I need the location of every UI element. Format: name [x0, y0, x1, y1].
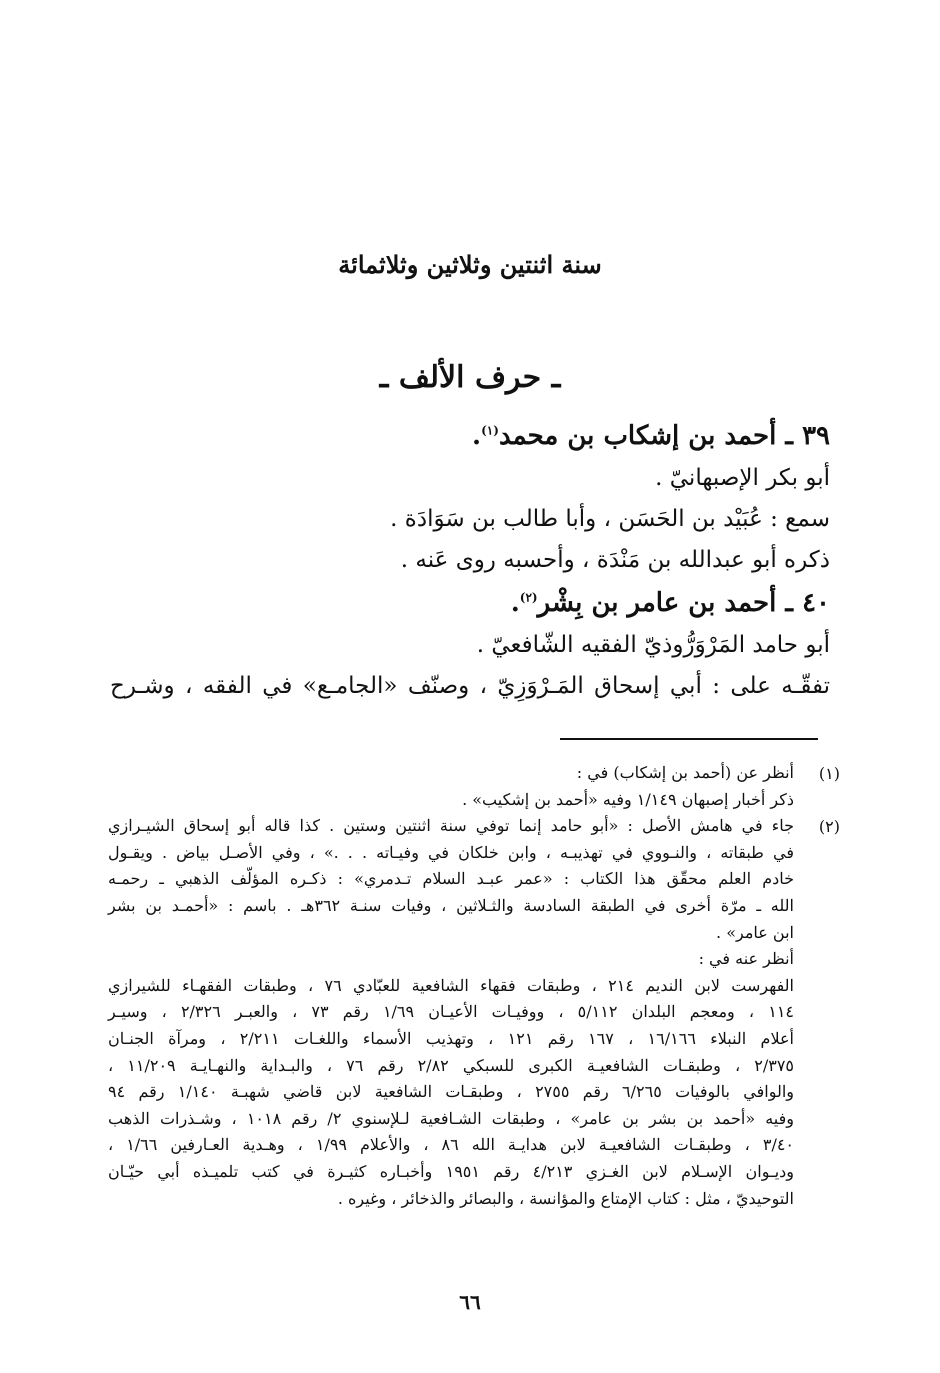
footnote-line: خادم العلم محقّق هذا الكتاب : «عمر عبـد السلام تـدمري» : ذكـره المؤلّف الذهبي ـ رحمـه — [108, 869, 794, 889]
footnote-line: في طبقاته ، والنـووي في تهذيبـه ، وابن خلكان في وفيـاته . . .» ، وفي الأصـل بياض . ويقـول — [108, 842, 794, 862]
footnote-line: والوافي بالوفيات ٦/٢٦٥ رقم ٢٧٥٥ ، وطبقـات الشافعية لابن قاضي شهبـة ١/١٤٠ رقم ٩٤ — [108, 1082, 795, 1102]
footnote-line: ابن عامر» . — [716, 922, 794, 942]
year-heading: سنة اثنتين وثلاثين وثلاثمائة — [338, 250, 602, 279]
footnote-2 — [108, 813, 840, 1212]
entry-title-end: . — [510, 588, 520, 618]
footnote-line: ذكر أخبار إصبهان ١/١٤٩ وفيه «أحمد بن إشكيب» . — [462, 789, 794, 809]
footnote-line: ٢/٣٧٥ ، وطبقـات الشافعيـة الكبرى للسبكي ٢/٨٢ رقم ٧٦ ، والبـداية والنهـايـة ١١/٢٠٩ ، — [108, 1055, 794, 1075]
entry-line: ذكره أبو عبدالله بن مَنْدَة ، وأحسبه روى عَنه . — [400, 547, 830, 573]
footnote-line: التوحيديّ ، مثل : كتاب الإمتاع والمؤانسة ، والبصائر والذخائر ، وغيره . — [337, 1188, 794, 1208]
entry-title-end: . — [472, 421, 482, 451]
entry-40 — [110, 581, 830, 707]
footnote-number: (٢) — [818, 817, 840, 837]
entry-title-text: ٣٩ ـ أحمد بن إشكاب بن محمد — [498, 421, 830, 451]
footnote-reference[interactable]: (٢) — [519, 590, 538, 605]
footnote-reference[interactable]: (١) — [481, 423, 499, 438]
footnote-line: جاء في هامش الأصل : «أبو حامد إنما توفي سنة اثنتين وستين . كذا قاله أبو إسحاق الشيـرازي — [108, 816, 794, 836]
footnote-line: وفيه «أحمد بن بشر بن عامر» ، وطبقات الشـافعية لـلإسنوي ٢/ رقم ١٠١٨ ، وشـذرات الذهب — [108, 1108, 795, 1128]
footnote-line: ١١٤ ، ومعجم البلدان ٥/١١٢ ، ووفيـات الأعيـان ١/٦٩ رقم ٧٣ ، والعبـر ٢/٣٢٦ ، وسيـر — [108, 1002, 794, 1022]
entry-39 — [110, 414, 830, 581]
footnote-divider — [560, 738, 818, 740]
footnote-line: أعلام النبلاء ١٦/١٦٦ ، ١٦٧ رقم ١٢١ ، وتهذيب الأسماء واللغـات ٢/٢١١ ، ومرآة الجنـان — [108, 1028, 794, 1048]
footnote-line: أنظر عن (أحمد بن إشكاب) في : — [576, 763, 794, 782]
main-text — [110, 414, 830, 707]
entry-line: تفقّـه على : أبي إسحاق المَـرْوَزِيّ ، وصنّف «الجامـع» في الفقه ، وشـرح — [110, 673, 830, 699]
entry-title-text: ٤٠ ـ أحمد بن عامر بن بِشْر — [537, 588, 830, 618]
footnote-line: ٣/٤٠ ، وطبقـات الشافعيـة لابن هدايـة الله ٨٦ ، والأعلام ١/٩٩ ، وهـدية العـارفين ١/٦٦ ، — [108, 1135, 795, 1155]
page-number: ٦٦ — [459, 1290, 481, 1314]
entry-line: سمع : عُبَيْد بن الحَسَن ، وأبا طالب بن سَوَادَة . — [390, 506, 830, 532]
footnote-line: الله ـ مرّة أخرى في الطبقة السادسة والثـلاثين ، وفيات سنـة ٣٦٢هـ . باسم : «أحمـد بن بشر — [108, 895, 794, 915]
footnotes — [108, 760, 840, 1212]
entry-line: أبو حامد المَرْوَرُّوذيّ الفقيه الشّافعيّ . — [476, 632, 830, 658]
footnote-number: (١) — [818, 764, 840, 783]
footnote-1 — [108, 760, 840, 813]
entry-title — [110, 414, 830, 458]
footnote-line: وديـوان الإسـلام لابن الغـزي ٤/٢١٣ رقم ١٩٥١ وأخبـاره كثيـرة في كتب تلميـذه أبي حيّـان — [108, 1161, 795, 1181]
footnote-line: أنظر عنه في : — [698, 949, 794, 969]
entry-title — [110, 581, 830, 625]
section-heading: ـ حرف الألف ـ — [379, 360, 561, 395]
footnote-line: الفهرست لابن النديم ٢١٤ ، وطبقات فقهاء الشافعية للعبّادي ٧٦ ، وطبقات الفقهـاء للشيرازي — [108, 975, 795, 995]
entry-line: أبو بكر الإصبهانيّ . — [655, 465, 830, 491]
